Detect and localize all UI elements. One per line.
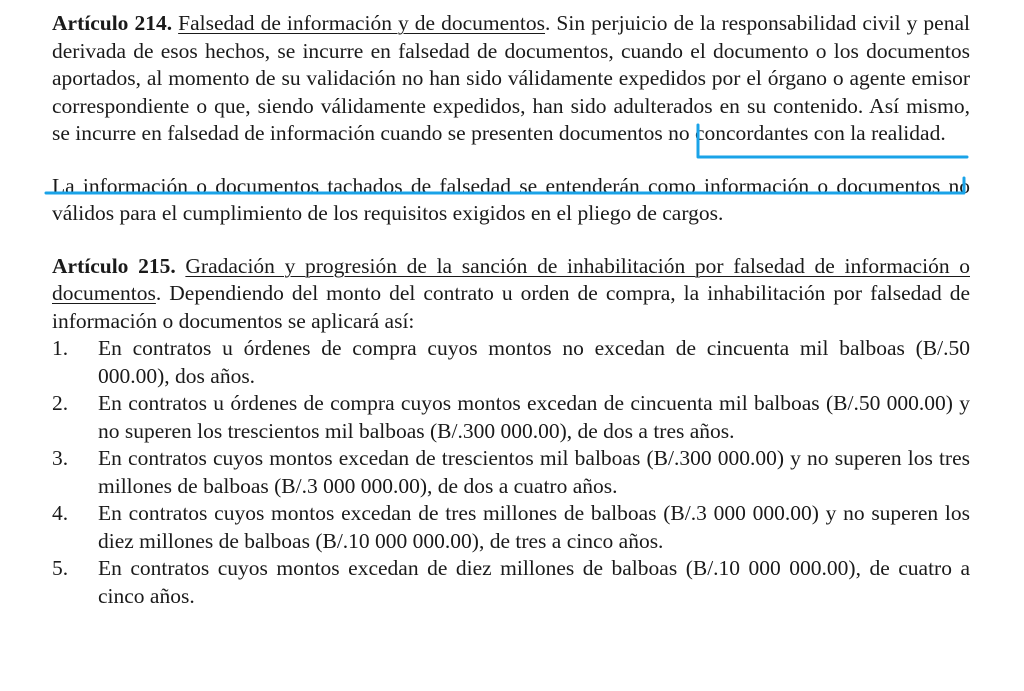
- article-214-body: . Sin perjuicio de la responsabilidad civil y penal derivada de esos hechos, se incurre en falsedad de documentos, cuando el documento o los documentos aportados, al momento de su validación no han sido válidamente expedidos por el órgano o agente emisor correspondiente o que, siendo válidamente expedidos, han sido adulterados en su contenido.: [52, 11, 970, 118]
- list-item: [52, 390, 970, 445]
- article-215-number: Artículo 215.: [52, 253, 176, 278]
- list-item-text: En contratos cuyos montos excedan de diez millones de balboas (B/.10 000 000.00), de cuatro a cinco años.: [98, 556, 970, 608]
- list-item-text: En contratos u órdenes de compra cuyos montos excedan de cincuenta mil balboas (B/.50 000.00) y no superen los trescientos mil balboas (B/.300 000.00), de dos a tres años.: [98, 391, 970, 443]
- list-item: [52, 500, 970, 555]
- list-item: [52, 445, 970, 500]
- list-item-number: 5.: [52, 556, 69, 580]
- list-item: [52, 335, 970, 390]
- list-item-number: 2.: [52, 391, 69, 415]
- article-214-number: Artículo 214.: [52, 11, 173, 35]
- list-item-text: En contratos cuyos montos excedan de trescientos mil balboas (B/.300 000.00) y no superen los tres millones de balboas (B/.3 000 000.00), de dos a cuatro años.: [98, 446, 970, 498]
- article-214-title: Falsedad de información y de documentos: [178, 11, 546, 35]
- paragraph-spacer: [52, 228, 970, 253]
- article-214-paragraph: [52, 10, 970, 148]
- list-item-text: En contratos u órdenes de compra cuyos montos no excedan de cincuenta mil balboas (B/.50 000.00), dos años.: [98, 336, 970, 388]
- list-item-number: 4.: [52, 501, 69, 525]
- article-214-highlighted-sentence: Así mismo, se incurre en falsedad de información cuando se presenten documentos no concordantes con la realidad.: [52, 93, 970, 145]
- list-item: [52, 555, 970, 610]
- article-214-paragraph-2: La información o documentos tachados de falsedad se entenderán como información o documentos no válidos para el cumplimiento de los requisitos exigidos en el pliego de cargos.: [52, 173, 970, 225]
- list-item-number: 3.: [52, 446, 69, 470]
- document-page: [52, 10, 970, 610]
- article-215-body: . Dependiendo del monto del contrato u orden de compra, la inhabilitación por falsedad de información o documentos se aplicará así:: [52, 281, 970, 333]
- paragraph-spacer: [52, 148, 970, 173]
- list-item-number: 1.: [52, 336, 69, 360]
- list-item-text: En contratos cuyos montos excedan de tres millones de balboas (B/.3 000 000.00) y no superen los diez millones de balboas (B/.10 000 000.00), de tres a cinco años.: [98, 501, 970, 553]
- article-215-title: Gradación y progresión de la sanción de inhabilitación por falsedad de información o documentos: [52, 253, 970, 305]
- article-215-paragraph: [52, 253, 970, 336]
- sanction-list: [52, 335, 970, 610]
